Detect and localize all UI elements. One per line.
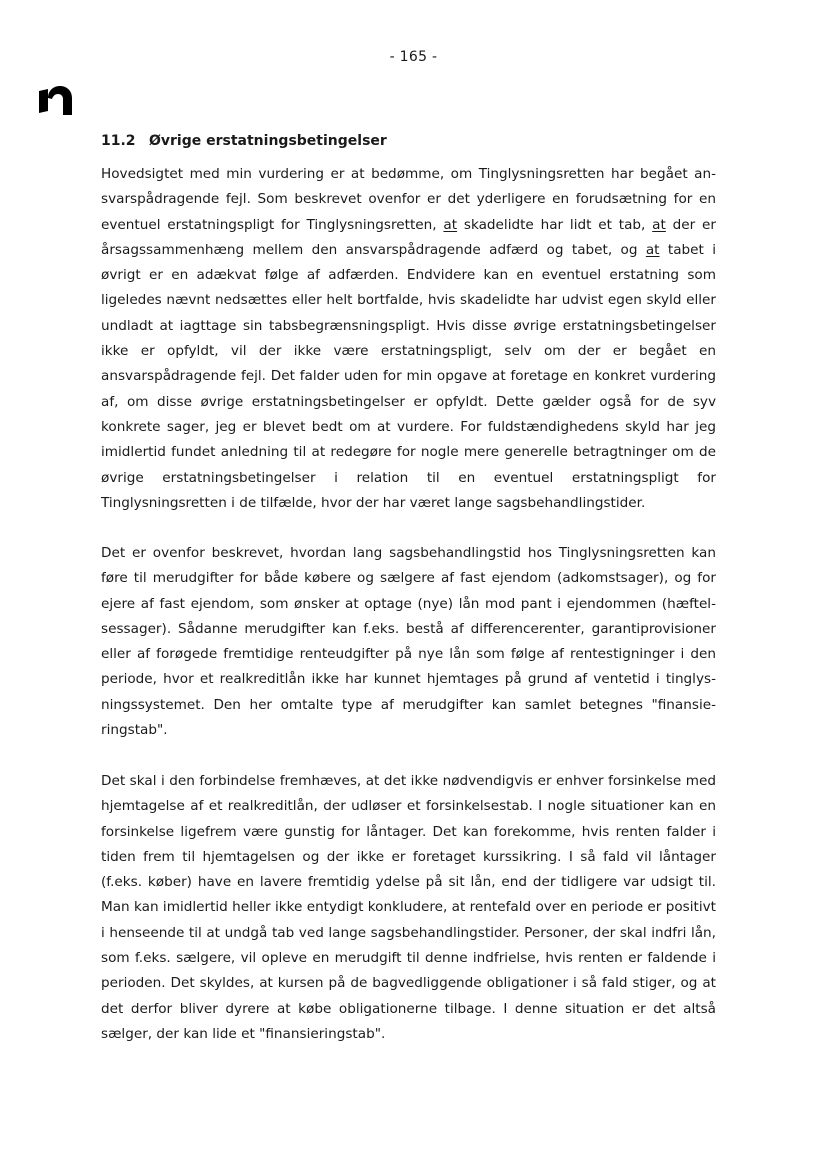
paragraph-1-text-d: tabet i øvrigt er en adækvat følge af adfærden. Endvidere kan en eventuel erstatning som ligeledes nævnt nedsættes eller helt bortfalde, hvis skadelidte har udvist egen skyld eller undladt at iagttage sin tabsbegrænsningspligt. Hvis disse øvrige erstatningsbetingelser ikke er opfyldt, vil der ikke være erstatningspligt, selv om der er begået en ansvarspådragende fejl. Det falder uden for min opgave at foretage en konkret vurdering af, om disse øvrige erstatningsbetingelser er opfyldt. Dette gælder også for de syv konkrete sager, jeg er blevet bedt om at vurdere. For fuldstændighedens skyld har jeg imidlertid fundet anledning til at redegøre for nogle mere generelle betragtninger om de øvrige erstatningsbetingelser i relation til en eventuel erstatningspligt for Tinglysningsretten i de tilfælde, hvor der har været lange sagsbehandlingstider. xyxy=(101,241,716,511)
publisher-logo-icon xyxy=(36,82,76,118)
paragraph-1-text-a: Hovedsigtet med min vurdering er at bedømme, om Tinglysningsretten har begået ansvarspådragende fejl. Som beskrevet ovenfor er det yderligere en forudsætning for en eventuel erstatningspligt for Tinglysningsretten, xyxy=(101,166,716,233)
paragraph-2: Det er ovenfor beskrevet, hvordan lang sagsbehandlingstid hos Tinglysningsretten kan føre til merudgifter for både købere og sælgere af fast ejendom (adkomstsager), og for ejere af fast ejendom, som ønsker at optage (nye) lån mod pant i ejendommen (hæftelsessager). Sådanne merudgifter kan f.eks. bestå af differencerenter, garantiprovisioner eller af forøgede fremtidige renteudgifter på nye lån som følge af rentestigninger i den periode, hvor et realkreditlån ikke har kunnet hjemtages på grund af ventetid i tinglysningssystemet. Den her omtalte type af merudgifter kan samlet betegnes "finansieringstab". xyxy=(101,545,716,739)
section-heading xyxy=(101,133,387,149)
page-number: - 165 - xyxy=(389,49,438,65)
paragraph-1-text-b: skadelidte har lidt et tab, xyxy=(457,216,653,233)
paragraph-3: Det skal i den forbindelse fremhæves, at det ikke nødvendigvis er enhver forsinkelse med hjemtagelse af et realkreditlån, der udløser et forsinkelsestab. I nogle situationer kan en forsinkelse ligefrem være gunstig for låntager. Det kan forekomme, hvis renten falder i tiden frem til hjemtagelsen og der ikke er foretaget kurssikring. I så fald vil låntager (f.eks. køber) have en lavere fremtidig ydelse på sit lån, end der tidligere var udsigt til. Man kan imidlertid heller ikke entydigt konkludere, at rentefald over en periode er positivt i henseende til at undgå tab ved lange sagsbehandlingstider. Personer, der skal indfri lån, som f.eks. sælgere, vil opleve en merudgift til denne indfrielse, hvis renten er faldende i perioden. Det skyldes, at kursen på de bagvedliggende obligationer i så fald stiger, og at det derfor bliver dyrere at købe obligationerne tilbage. I denne situation er det altså sælger, der kan lide et "finansieringstab". xyxy=(101,773,716,1042)
underlined-at-2: at xyxy=(652,216,666,233)
section-number: 11.2 xyxy=(101,133,136,149)
underlined-at-3: at xyxy=(645,241,660,258)
paragraph-1 xyxy=(101,162,716,516)
paragraph-1-text-c: der er årsagssammenhæng mellem den ansvarspådragende adfærd og tabet, og xyxy=(101,216,716,258)
section-title: Øvrige erstatningsbetingelser xyxy=(149,133,387,149)
underlined-at-1: at xyxy=(443,216,458,233)
